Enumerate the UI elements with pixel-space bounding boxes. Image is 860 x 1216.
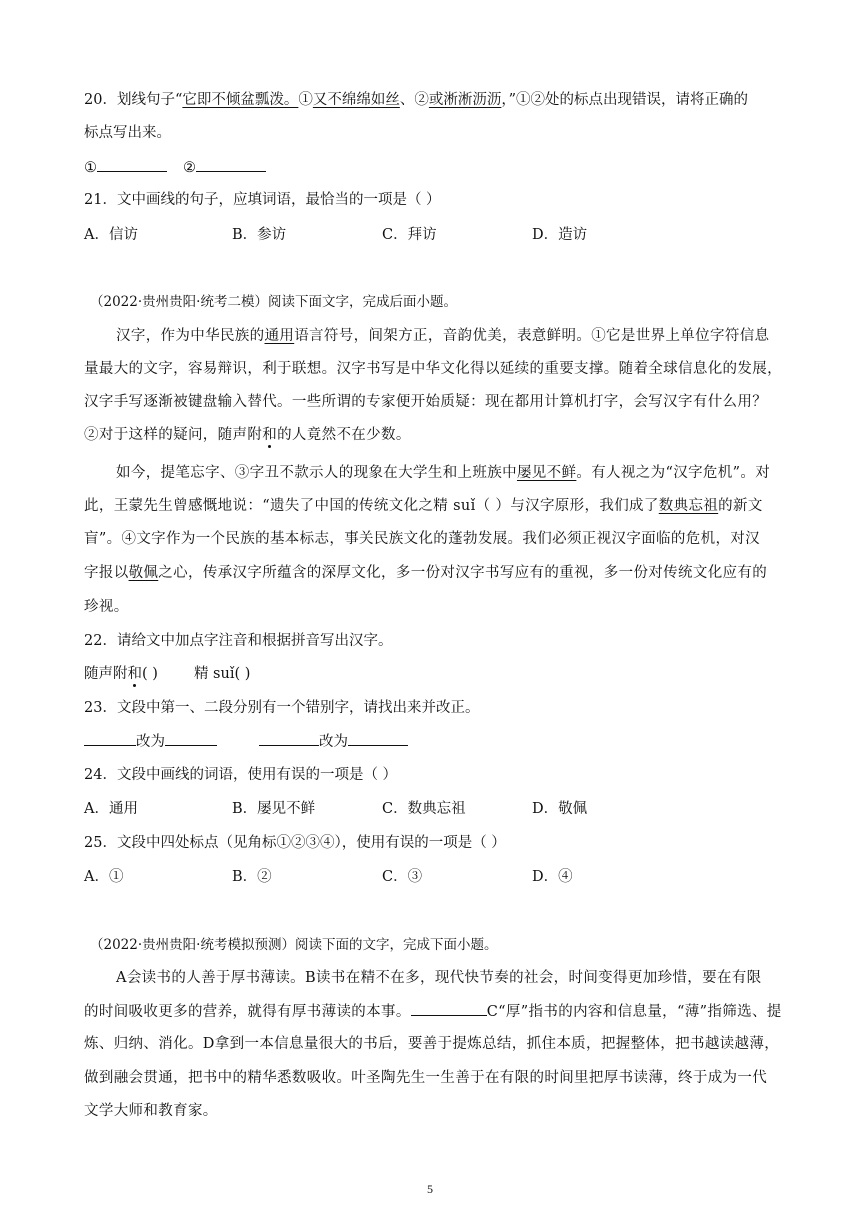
section2-source: （2022·贵州贵阳·统考二模）阅读下面文字，完成后面小题。: [90, 294, 457, 310]
passage-line: 文学大师和教育家。: [84, 1103, 218, 1119]
passage-line: 字报以敬佩之心，传承汉字所蕴含的深厚文化，多一份对汉字书写应有的重视，多一份对传统文化应有的: [84, 565, 768, 581]
q21-stem: 21．文中画线的句子，应填词语，最恰当的一项是（ ）: [84, 192, 441, 208]
q21-option[interactable]: B．参访: [232, 227, 287, 243]
q20-underline-1: 它即不倾盆瓢泼。: [182, 92, 299, 108]
q22-answers: 随声附和( ) 精 suǐ( ): [84, 666, 251, 682]
q23-answer-blank[interactable]: [259, 731, 319, 746]
q20-blanks: [84, 157, 266, 178]
q25-stem: 25．文段中四处标点（见角标①②③④），使用有误的一项是（ ）: [84, 835, 506, 851]
q22-answer-blank[interactable]: ( ): [142, 666, 158, 682]
q20-answer-blank[interactable]: [196, 157, 266, 172]
q25-option[interactable]: C．③: [382, 869, 423, 885]
q24-option[interactable]: A．通用: [84, 801, 138, 817]
q23-blanks: [84, 731, 408, 752]
passage-line: 汉字手写逐渐被键盘输入替代。一些所谓的专家便开始质疑：现在都用计算机打字，会写汉字有什么用？: [84, 394, 768, 410]
q20-text: ，”①②处的标点出现错误，请将正确的: [501, 92, 749, 108]
q20-underline-3: 或淅淅沥沥: [428, 92, 502, 108]
q24-option[interactable]: D．敬佩: [532, 801, 588, 817]
q20-blank-label: ②: [183, 160, 196, 176]
q23-answer-blank[interactable]: [84, 731, 136, 746]
passage-line: 珍视。: [84, 599, 129, 615]
passage-line: ②对于这样的疑问，随声附和的人竟然不在少数。: [84, 427, 411, 443]
q25-option[interactable]: A．①: [84, 869, 124, 885]
passage-line: 此，王蒙先生曾感慨地说：“遗失了中国的传统文化之精 suǐ（ ）与汉字原形，我们成了数典忘祖的新文: [84, 498, 763, 514]
q21-option[interactable]: D．造访: [532, 227, 588, 243]
passage-line: 做到融会贯通，把书中的精华悉数吸收。叶圣陶先生一生善于在有限的时间里把厚书读薄，终于成为一代: [84, 1070, 768, 1086]
q20-blank-label: ①: [84, 160, 97, 176]
q23-label: 改为: [319, 734, 348, 750]
q24-option[interactable]: C．数典忘祖: [382, 801, 466, 817]
q23-answer-blank[interactable]: [348, 731, 408, 746]
q20-line2: 标点写出来。: [84, 125, 171, 141]
q20-underline-2: 又不绵绵如丝: [312, 92, 400, 108]
passage-line: 的时间吸收更多的营养，就得有厚书薄读的本事。 C“厚”指书的内容和信息量，“薄”指筛选、提: [84, 1001, 782, 1022]
dotted-char: 和: [262, 427, 278, 443]
q20-text: ①: [298, 92, 313, 108]
q20-text: 、②: [399, 92, 429, 108]
passage-line: 量最大的文字，容易辩识，利于联想。汉字书写是中华文化得以延续的重要支撑。随着全球信息化的发展，: [84, 361, 782, 377]
q20-line1: [84, 90, 748, 110]
dotted-char: 和: [127, 666, 142, 682]
q23-label: 改为: [136, 734, 165, 750]
q21-option[interactable]: A．信访: [84, 227, 138, 243]
q22-answer-blank[interactable]: 精 suǐ( ): [193, 666, 251, 682]
underlined-word: 通用: [264, 328, 295, 344]
q24-option[interactable]: B．屡见不鲜: [232, 801, 316, 817]
passage-line: 盲”。④文字作为一个民族的基本标志，事关民族文化的蓬勃发展。我们必须正视汉字面临的危机，对汉: [84, 531, 761, 547]
passage-line: 如今，提笔忘字、③字丑不款示人的现象在大学生和上班族中屡见不鲜。有人视之为“汉字危机”。对: [116, 465, 771, 481]
q25-option[interactable]: D．④: [532, 869, 573, 885]
q20-answer-blank[interactable]: [97, 157, 167, 172]
q20-text: 20．划线句子“: [84, 92, 183, 108]
q23-stem: 23．文段中第一、二段分别有一个错别字，请找出来并改正。: [84, 700, 480, 716]
q24-stem: 24．文段中画线的词语，使用有误的一项是（ ）: [84, 767, 398, 783]
passage-line: 炼、归纳、消化。D拿到一本信息量很大的书后，要善于提炼总结，抓住本质，把握整体，把书越读越薄，: [84, 1036, 780, 1052]
page-number: 5: [427, 1182, 433, 1196]
passage-fill-blank[interactable]: [411, 1001, 487, 1016]
q23-answer-blank[interactable]: [165, 731, 217, 746]
underlined-word: 敬佩: [128, 565, 159, 581]
q21-option[interactable]: C．拜访: [382, 227, 437, 243]
underlined-word: 屡见不鲜: [516, 465, 577, 481]
q25-option[interactable]: B．②: [232, 869, 272, 885]
passage-line: A会读书的人善于厚书薄读。B读书在精不在多，现代快节奏的社会，时间变得更加珍惜，要在有限: [116, 970, 762, 986]
passage-line: 汉字，作为中华民族的通用语言符号，间架方正，音韵优美，表意鲜明。①它是世界上单位字符信息: [116, 328, 770, 344]
section3-source: （2022·贵州贵阳·统考模拟预测）阅读下面的文字，完成下面小题。: [90, 937, 498, 953]
underlined-word: 数典忘祖: [658, 498, 719, 514]
q22-stem: 22．请给文中加点字注音和根据拼音写出汉字。: [84, 633, 393, 649]
